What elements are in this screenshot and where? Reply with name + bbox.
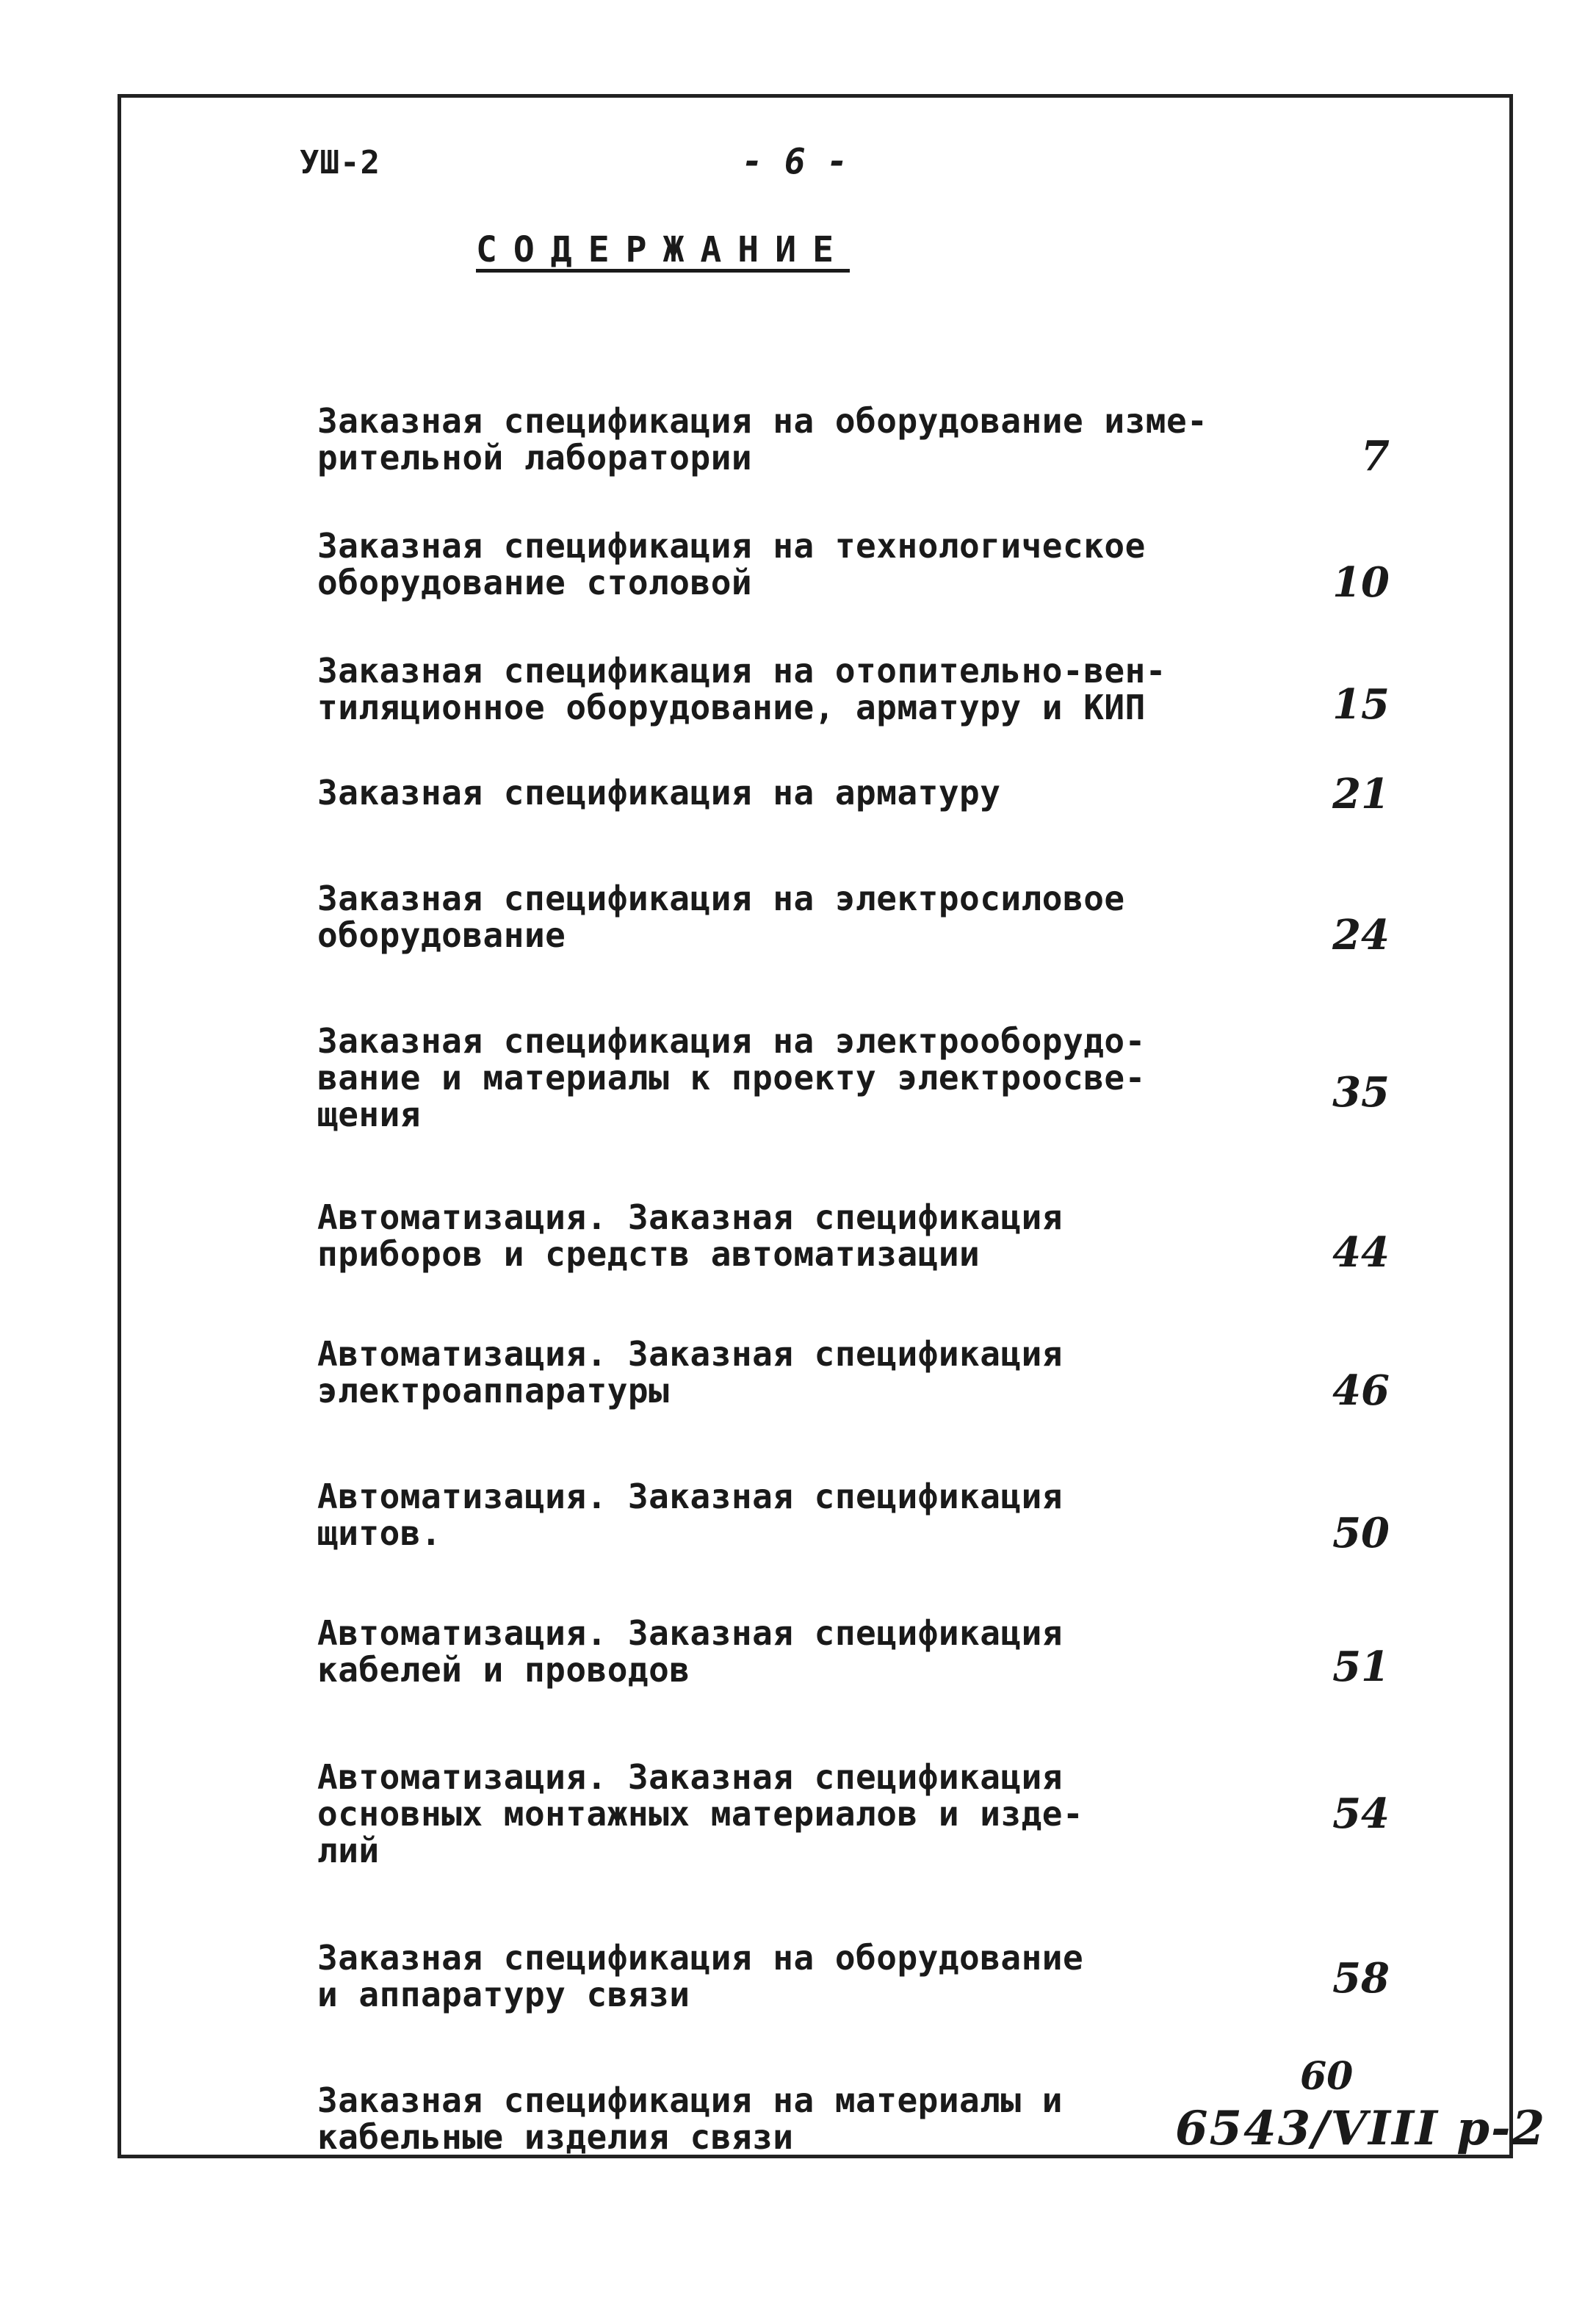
- toc-entry-text: Заказная спецификация на отопительно-вен- тиляционное оборудование, арматуру и КИП: [317, 651, 1166, 727]
- toc-entry-page: 58: [1332, 1954, 1390, 2003]
- page-number: - 6 -: [742, 141, 848, 182]
- inventory-stamp: 6543/VIII р-2: [1175, 2101, 1547, 2156]
- toc-entry-text: Заказная спецификация на оборудование и аппаратуру связи: [317, 1938, 1084, 2014]
- toc-entry-page: 7: [1361, 432, 1390, 480]
- toc-entry-page: 21: [1332, 770, 1390, 818]
- toc-entry-text: Автоматизация. Заказная спецификация щитов.: [317, 1477, 1063, 1553]
- toc-entry-text: Заказная спецификация на оборудование изме- рительной лаборатории: [317, 401, 1208, 478]
- toc-entry-text: Автоматизация. Заказная спецификация кабелей и проводов: [317, 1613, 1063, 1690]
- toc-entry-text: Заказная спецификация на материалы и кабельные изделия связи: [317, 2080, 1063, 2157]
- toc-entry-page: 15: [1332, 680, 1390, 729]
- sheet-code: УШ-2: [300, 144, 380, 181]
- toc-entry-2: [317, 526, 1463, 607]
- toc-entry-text: Заказная спецификация на электрооборудо- вание и материалы к проекту электроосве- щения: [317, 1021, 1146, 1134]
- toc-entry-4: [317, 770, 1463, 818]
- toc-entry-1: [317, 401, 1463, 480]
- toc-entry-12: [317, 1939, 1463, 2013]
- toc-entry-text: Автоматизация. Заказная спецификация электроаппаратуры: [317, 1334, 1063, 1410]
- toc-entry-text: Автоматизация. Заказная спецификация основных монтажных материалов и изде- лий: [317, 1757, 1084, 1870]
- toc-entry-11: [317, 1759, 1463, 1869]
- toc-entry-page: 35: [1332, 1068, 1390, 1117]
- toc-entry-7: [317, 1197, 1463, 1277]
- toc-entry-13-page: 60: [1300, 2054, 1354, 2099]
- toc-entry-page: 44: [1332, 1228, 1390, 1277]
- toc-entry-page: 51: [1332, 1643, 1390, 1691]
- toc-entry-text: Заказная спецификация на электросиловое оборудование: [317, 879, 1125, 955]
- toc-entry-6: [317, 1023, 1463, 1133]
- page-title: СОДЕРЖАНИЕ: [476, 229, 850, 270]
- toc-entry-text: Автоматизация. Заказная спецификация приборов и средств автоматизации: [317, 1197, 1063, 1274]
- toc-entry-page: 50: [1332, 1509, 1390, 1557]
- toc-entry-5: [317, 879, 1463, 959]
- toc-entry-page: 54: [1332, 1790, 1390, 1838]
- toc-entry-page: 46: [1332, 1366, 1390, 1415]
- toc-entry-10: [317, 1613, 1463, 1691]
- toc-entry-8: [317, 1334, 1463, 1415]
- toc-entry-page: 10: [1332, 558, 1390, 607]
- toc-entry-9: [317, 1477, 1463, 1557]
- toc-entry-page: 24: [1332, 911, 1390, 959]
- toc-entry-3: [317, 651, 1463, 729]
- toc-entry-text: Заказная спецификация на технологическое оборудование столовой: [317, 526, 1146, 602]
- toc-entry-text: Заказная спецификация на арматуру: [317, 773, 1001, 812]
